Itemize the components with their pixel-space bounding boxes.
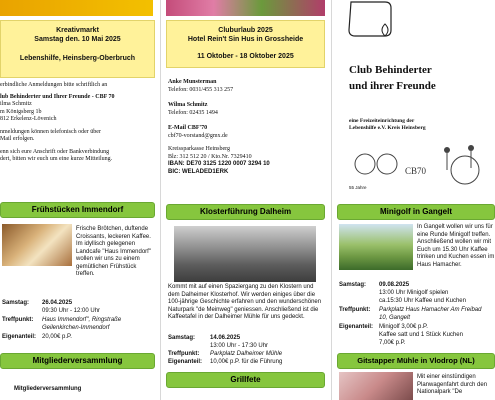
kloster-heading: Klosterführung Dalheim: [166, 204, 325, 220]
club-title-2: und ihrer Freunde: [349, 80, 436, 92]
contact-phone: Telefon: 0031/455 313 257: [168, 86, 234, 93]
event-location: Lebenshilfe, Heinsberg-Oberbruch: [19, 55, 136, 62]
kloster-treffpunkt-row: Treffpunkt: Parkplatz Dalheimer Mühle: [168, 351, 283, 357]
emblem-icon: [347, 134, 487, 192]
info-line: enn sich eure Anschrift oder Bankverbindung: [0, 148, 110, 155]
kreativmarkt-box: [0, 20, 155, 78]
info-line: ilma Schmitz: [0, 101, 32, 107]
info-line: erbindliche Anmeldungen bitte schriftlich an: [0, 82, 108, 88]
contact-info: [168, 79, 324, 176]
fruehstueck-date-row: Samstag: 26.04.2025: [2, 300, 73, 306]
event-title: Kreativmarkt: [56, 27, 99, 34]
mitglieder-subheading: Mitgliederversammlung: [14, 386, 82, 392]
jahre-label: 55 Jahre: [349, 185, 367, 190]
minigolf-photo: [339, 224, 413, 270]
bank-iban: IBAN: DE70 3125 1220 0007 3294 10: [168, 161, 270, 167]
bank-name: Kreissparkasse Heinsberg: [168, 146, 231, 152]
kloster-date-row: Samstag: 14.06.2025: [168, 335, 241, 341]
top-banner-image: [0, 0, 153, 16]
tagline: eine Freizeiteinrichtung der Lebenshilfe e.V. Kreis Heinsberg: [349, 118, 426, 131]
event-subtitle: Hotel Rein't Sin Hus in Grossheide: [187, 36, 304, 43]
column-3: [337, 0, 495, 400]
minigolf-treffpunkt-row: Treffpunkt: Parkplatz Haus Hamacher Am Freibad 10, Gangelt: [339, 307, 482, 321]
breakfast-photo: [2, 224, 72, 266]
emblem-text: CB70: [405, 166, 427, 176]
contact-phone: Telefon: 02435 1494: [168, 109, 218, 116]
fruehstueck-description: Frische Brötchen, duftende Croissants, leckeren Kaffee. Im idyllisch gelegenen Landcafe "Haus Immendorf" wollen wir uns zu einem gemütlichen Frühstück treffen.: [76, 226, 151, 277]
event-date: Samstag den. 10 Mai 2025: [34, 36, 121, 43]
fruehstueck-time: 09:30 Uhr - 12:00 Uhr: [42, 308, 101, 314]
registration-info: [0, 82, 155, 164]
kloster-time: 13:00 Uhr - 17:30 Uhr: [210, 343, 269, 349]
email-label: E-Mail CBF'70: [168, 125, 208, 131]
minigolf-date-row: Samstag: 09.08.2025: [339, 282, 410, 288]
kloster-description: Kommt mit auf einen Spaziergang zu den Klostern und dem Dalheimer Klosterhof. Wir werden einiges über die 100-jährige Geschichte erfahren und den wunderschönen Naturpark "de Meinweg" geniessen. Anschließend ist die Kaffeetafel in der Dalheimer Mühle für uns gedeckt.: [168, 284, 322, 320]
column-2: [166, 0, 325, 400]
gitstapper-heading: Gitstapper Mühle in Vlodrop (NL): [337, 353, 495, 369]
club-title-1: Club Behinderter: [349, 64, 432, 76]
email-link[interactable]: cbf70-vorstand@gmx.de: [168, 132, 228, 139]
cluburlaub-box: [166, 20, 325, 68]
column-divider: [160, 0, 161, 400]
fruehstueck-heading: Frühstücken Immendorf: [0, 202, 155, 218]
contact-name: Wilma Schmitz: [168, 102, 208, 108]
minigolf-eigenanteil2: Kaffee satt und 1 Stück Kuchen: [379, 332, 463, 338]
event-dates: 11 Oktober - 18 Oktober 2025: [197, 53, 294, 60]
minigolf-time2: ca.15:30 Uhr Kaffee und Kuchen: [379, 298, 466, 304]
grill-heading: Grillfete: [166, 372, 325, 388]
kloster-eigenanteil-row: Eigenanteil: 10,00€ p.P. für die Führung: [168, 359, 283, 365]
column-divider: [331, 0, 332, 400]
minigolf-time1: 13:00 Uhr Minigolf spielen: [379, 290, 449, 296]
mitglieder-heading: Mitgliederversammlung: [0, 353, 155, 369]
gitstapper-photo: [339, 372, 413, 400]
minigolf-description: In Gangelt wollen wir uns für eine Runde Minigolf treffen. Anschließend wollen wir mit Euch um 15.30 Uhr Kaffee trinken und Kuchen essen im Haus Hamacher.: [417, 224, 495, 268]
info-line: Mail erfolgen.: [0, 136, 35, 142]
info-line: nmeldungen können telefonisch oder über: [0, 128, 101, 135]
column-1: [0, 0, 155, 400]
bank-bic: BIC: WELADED1ERK: [168, 168, 229, 175]
bank-blz: Blz: 312 512 20 / Kto.Nr. 7329410: [168, 153, 252, 160]
event-title: Cluburlaub 2025: [218, 27, 273, 34]
minigolf-heading: Minigolf in Gangelt: [337, 204, 495, 220]
info-line: 812 Erkelenz-Lövenich: [0, 116, 57, 122]
minigolf-eigenanteil3: 7,00€ p.P.: [379, 340, 406, 346]
gitstapper-description: Mit einer einstündigen Planwagenfahrt durch den Nationalpark "De: [417, 374, 488, 395]
contact-name: Anke Munsterman: [168, 79, 217, 85]
info-line: dert, bitten wir euch um eine kurze Mitteilung.: [0, 156, 113, 162]
fruehstueck-treffpunkt-row: Treffpunkt: Haus Immendorf", Ringstraße Geilenkirchen-Immendorf: [2, 317, 122, 331]
info-line: lub Behinderter und Ihrer Freunde - CBF 70: [0, 93, 115, 100]
info-line: m Königsberg 1b: [0, 108, 42, 115]
scroll-logo-icon: [345, 0, 395, 40]
flower-photo: [166, 0, 325, 16]
fruehstueck-eigenanteil-row: Eigenanteil: 20,00€ p.P.: [2, 334, 72, 340]
kloster-photo: [174, 226, 316, 282]
minigolf-eigenanteil-row: Eigenanteil: Minigolf 3,00€ p.P.: [339, 324, 428, 330]
